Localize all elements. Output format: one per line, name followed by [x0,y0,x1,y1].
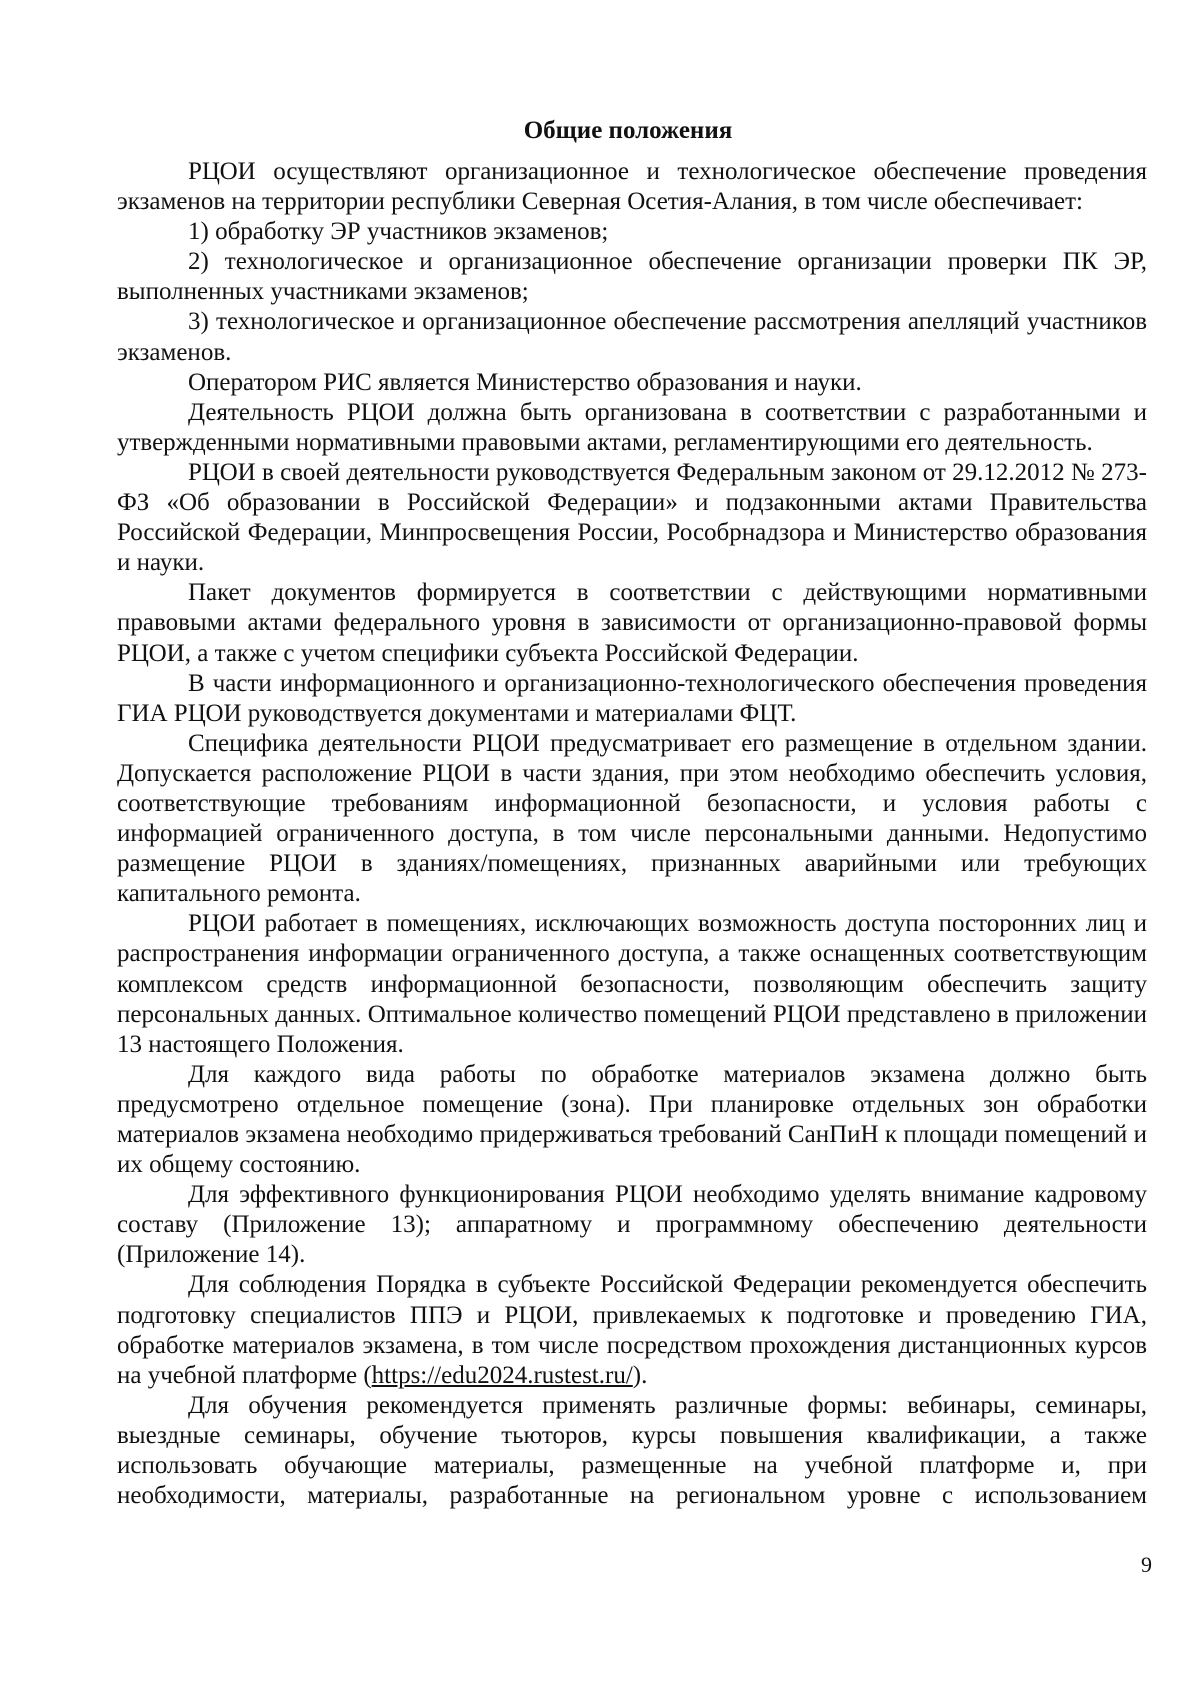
paragraph-training [117,1270,1147,1390]
paragraph-fct: В части информационного и организационно-технологического обеспечения проведения ГИА РЦОИ руководствуется документами и материалами ФЦТ. [117,669,1147,727]
page-number: 9 [1141,1552,1152,1577]
paragraph-building: Специфика деятельности РЦОИ предусматривает его размещение в отдельном здании. Допускается расположение РЦОИ в части здания, при этом необходимо обеспечить условия, соответствующие требованиям информационной безопасности, и условия работы с информацией ограниченного доступа, в том числе персональными данными. Недопустимо размещение РЦОИ в зданиях/помещениях, признанных аварийными или требующих капитального ремонта. [117,729,1147,908]
paragraph-operator: Оператором РИС является Министерство образования и науки. [188,368,862,396]
section-title: Общие положения [523,117,733,144]
document-body [117,157,1147,1511]
paragraph-staff: Для эффективного функционирования РЦОИ необходимо уделять внимание кадровому составу (Приложение 13); аппаратному и программному обеспечению деятельности (Приложение 14). [117,1181,1147,1269]
training-text-before-link: Для соблюдения Порядка в субъекте Российской Федерации рекомендуется обеспечить подготовку специалистов ППЭ и РЦОИ, привлекаемых к подготовке и проведению ГИА, обработке материалов экзамена, в том числе посредством прохождения дистанционных курсов на учебной платформе ( [117,1271,1147,1389]
list-item-1: 1) обработку ЭР участников экзаменов; [188,218,609,246]
training-text-after-link: ). [632,1361,648,1389]
list-item-3: 3) технологическое и организационное обеспечение рассмотрения апелляций участников экзаменов. [117,308,1147,366]
paragraph-documents: Пакет документов формируется в соответствии с действующими нормативными правовыми актами федерального уровня в зависимости от организационно-правовой формы РЦОИ, а также с учетом специфики субъекта Российской Федерации. [117,579,1147,667]
list-item-2: 2) технологическое и организационное обеспечение организации проверки ПК ЭР, выполненных участниками экзаменов; [117,248,1147,306]
paragraph-premises: РЦОИ работает в помещениях, исключающих возможность доступа посторонних лиц и распространения информации ограниченного доступа, а также оснащенных соответствующим комплексом средств информационной безопасности, позволяющим обеспечить защиту персональных данных. Оптимальное количество помещений РЦОИ представлено в приложении 13 настоящего Положения. [117,910,1147,1058]
paragraph-law: РЦОИ в своей деятельности руководствуется Федеральным законом от 29.12.2012 № 273-ФЗ «Об образовании в Российской Федерации» и подзаконными актами Правительства Российской Федерации, Минпросвещения России, Рособрнадзора и Министерство образования и науки. [117,458,1147,577]
paragraph-activity: Деятельность РЦОИ должна быть организована в соответствии с разработанными и утвержденными нормативными правовыми актами, регламентирующими его деятельность. [117,398,1147,456]
edu-platform-link[interactable]: https://edu2024.rustest.ru/ [371,1361,633,1389]
paragraph-intro: РЦОИ осуществляют организационное и технологическое обеспечение проведения экзаменов на территории республики Северная Осетия-Алания, в том числе обеспечивает: [117,158,1147,216]
paragraph-zones: Для каждого вида работы по обработке материалов экзамена должно быть предусмотрено отдельное помещение (зона). При планировке отдельных зон обработки материалов экзамена необходимо придерживаться требований СанПиН к площади помещений и их общему состоянию. [117,1060,1147,1179]
paragraph-training-forms: Для обучения рекомендуется применять различные формы: вебинары, семинары, выездные семинары, обучение тьюторов, курсы повышения квалификации, а также использовать обучающие материалы, размещенные на учебной платформе и, при необходимости, материалы, разработанные на региональном уровне с использованием [117,1391,1147,1510]
